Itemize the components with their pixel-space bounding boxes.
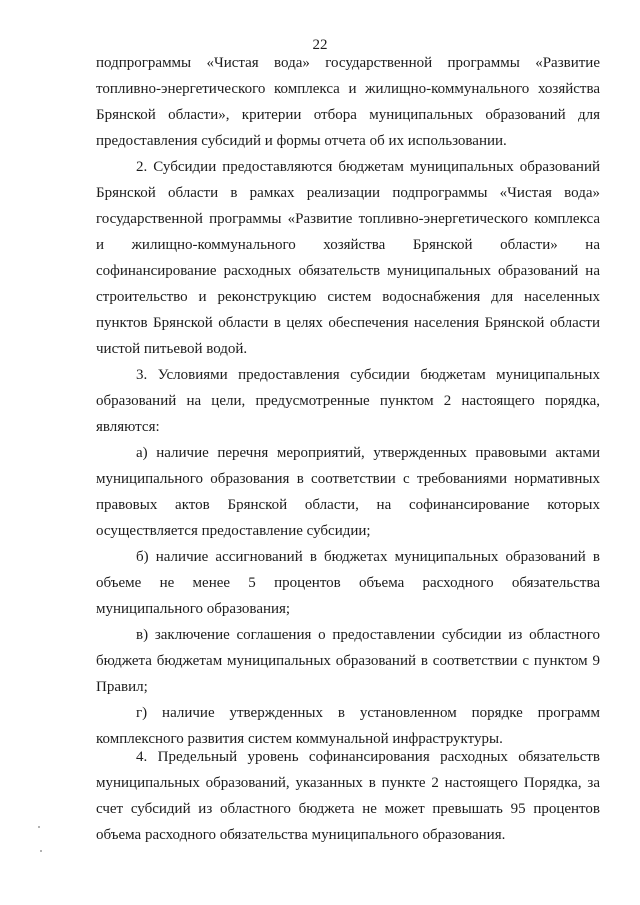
- paragraph-item-3a-text: а) наличие перечня мероприятий, утвержденных правовыми актами муниципального образования в соответствии с требованиями нормативных правовых актов Брянской области, на софинансирование которых осуществляется предоставление субсидии;: [96, 445, 600, 539]
- paragraph-item-3b: [96, 544, 600, 622]
- paragraph-item-2: [96, 154, 600, 362]
- paragraph-item-3a: [96, 440, 600, 544]
- paragraph-item-3-text: 3. Условиями предоставления субсидии бюджетам муниципальных образований на цели, предусмотренные пунктом 2 настоящего порядка, являются:: [96, 367, 600, 435]
- paragraph-item-4: [96, 744, 600, 848]
- page-number: 22: [312, 37, 328, 53]
- paragraph-item-3c: [96, 622, 600, 700]
- paragraph-intro: [96, 50, 600, 154]
- paragraph-item-4-text: 4. Предельный уровень софинансирования расходных обязательств муниципальных образований, указанных в пункте 2 настоящего Порядка, за счет субсидий из областного бюджета не может превышать 95 процентов объема расходного обязательства муниципального образования.: [96, 749, 600, 843]
- scan-speck: [38, 826, 40, 828]
- scan-speck: [40, 850, 42, 852]
- paragraph-item-3c-text: в) заключение соглашения о предоставлении субсидии из областного бюджета бюджетам муниципальных образований в соответствии с пунктом 9 Правил;: [96, 627, 600, 695]
- paragraph-item-3d-text: г) наличие утвержденных в установленном порядке программ комплексного развития систем коммунальной инфраструктуры.: [96, 705, 600, 747]
- paragraph-item-3b-text: б) наличие ассигнований в бюджетах муниципальных образований в объеме не менее 5 процентов объема расходного обязательства муниципального образования;: [96, 549, 600, 617]
- paragraph-item-2-text: 2. Субсидии предоставляются бюджетам муниципальных образований Брянской области в рамках реализации подпрограммы «Чистая вода» государственной программы «Развитие топливно-энергетического комплекса и жилищно-коммунального хозяйства Брянской области» на софинансирование расходных обязательств муниципальных образований на строительство и реконструкцию систем водоснабжения для населенных пунктов Брянской области в целях обеспечения населения Брянской области чистой питьевой водой.: [96, 159, 600, 357]
- paragraph-item-3: [96, 362, 600, 440]
- paragraph-intro-text: подпрограммы «Чистая вода» государственной программы «Развитие топливно-энергетического комплекса и жилищно-коммунального хозяйства Брянской области», критерии отбора муниципальных образований для предоставления субсидий и формы отчета об их использовании.: [96, 55, 600, 149]
